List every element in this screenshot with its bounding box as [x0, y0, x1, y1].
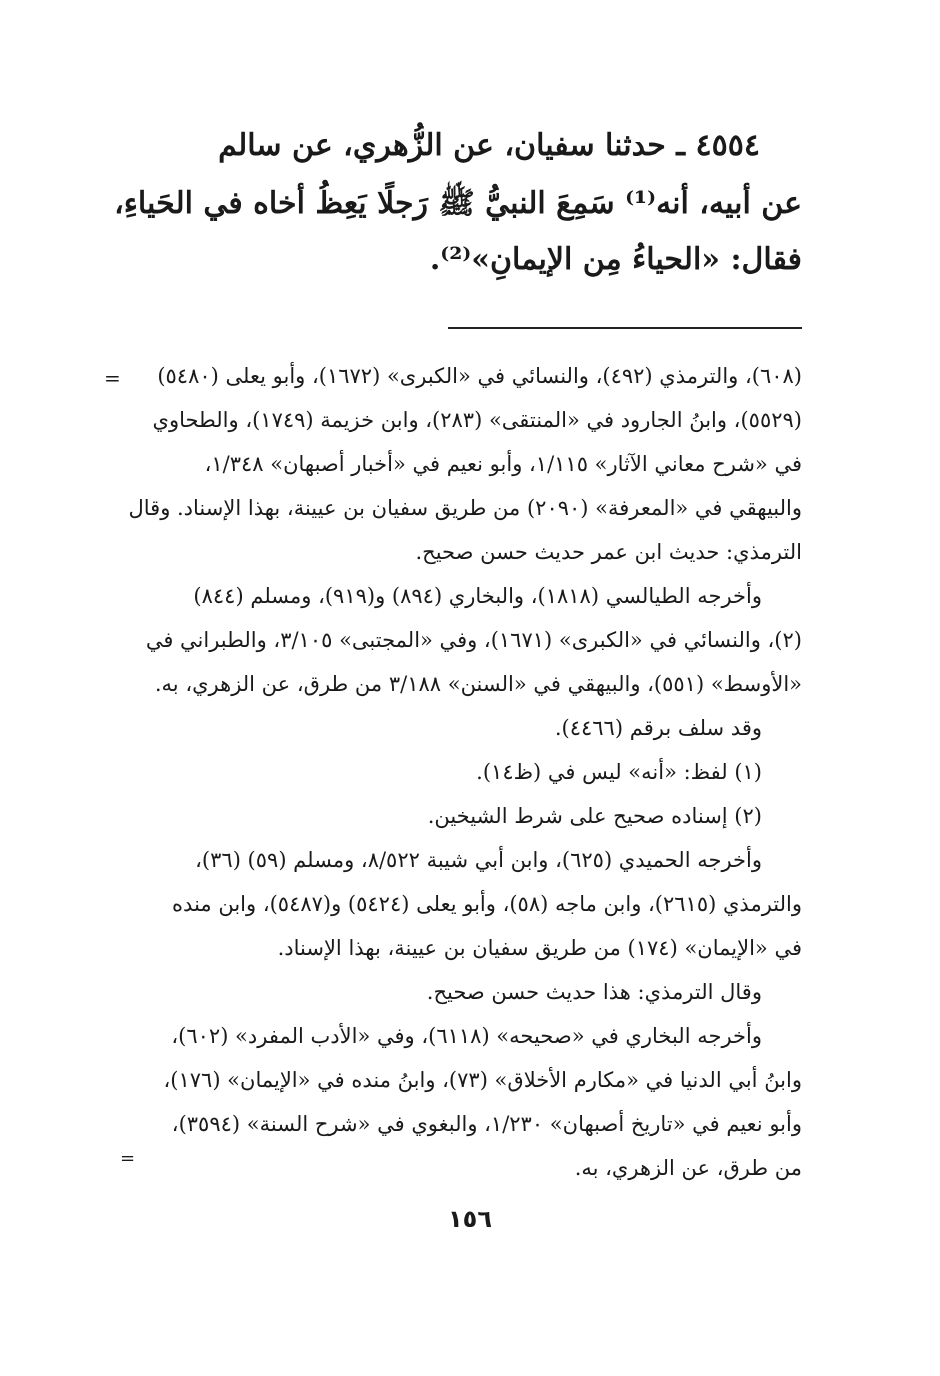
- footnote-line: وقال الترمذي: هذا حديث حسن صحيح.: [426, 980, 762, 1004]
- footnote-line: وأخرجه الحميدي (٦٢٥)، وابن أبي شيبة ٨/٥٢٢، ومسلم (٥٩) (٣٦)،: [195, 848, 762, 872]
- hadith-line-3: فقال: «الحياءُ مِن الإيمانِ»⁽²⁾.: [429, 242, 802, 277]
- footnote-line: (٥٥٢٩)، وابنُ الجارود في «المنتقى» (٢٨٣)، وابن خزيمة (١٧٤٩)، والطحاوي: [152, 408, 802, 432]
- footnote-2: (٢) إسناده صحيح على شرط الشيخين.: [427, 804, 762, 828]
- footnote-line: والبيهقي في «المعرفة» (٢٠٩٠) من طريق سفيان بن عيينة، بهذا الإسناد. وقال: [128, 496, 802, 520]
- footnote-line: وأبو نعيم في «تاريخ أصبهان» ١/٢٣٠، والبغوي في «شرح السنة» (٣٥٩٤)،: [171, 1112, 802, 1136]
- footnote-line: من طرق، عن الزهري، به.: [574, 1156, 802, 1180]
- footnote-line: (٦٠٨)، والترمذي (٤٩٢)، والنسائي في «الكبرى» (١٦٧٢)، وأبو يعلى (٥٤٨٠): [157, 364, 802, 388]
- footnote-line: والترمذي (٢٦١٥)، وابن ماجه (٥٨)، وأبو يعلى (٥٤٢٤) و(٥٤٨٧)، وابن منده: [172, 892, 802, 916]
- footnote-line: في «الإيمان» (١٧٤) من طريق سفيان بن عيينة، بهذا الإسناد.: [277, 936, 802, 960]
- footnote-line: «الأوسط» (٥٥١)، والبيهقي في «السنن» ٣/١٨٨ من طرق، عن الزهري، به.: [154, 672, 802, 696]
- footnote-line: الترمذي: حديث ابن عمر حديث حسن صحيح.: [415, 540, 802, 564]
- footnote-line: وأخرجه البخاري في «صحيحه» (٦١١٨)، وفي «الأدب المفرد» (٦٠٢)،: [171, 1024, 762, 1048]
- hadith-line-1: ٤٥٥٤ ـ حدثنا سفيان، عن الزُّهري، عن سالم: [218, 128, 760, 163]
- continues-mark: =: [120, 1148, 136, 1169]
- footnote-separator: [448, 327, 802, 329]
- page-number: ١٥٦: [448, 1205, 492, 1233]
- footnote-line: وابنُ أبي الدنيا في «مكارم الأخلاق» (٧٣)، وابنُ منده في «الإيمان» (١٧٦)،: [163, 1068, 802, 1092]
- footnote-line: في «شرح معاني الآثار» ١/١١٥، وأبو نعيم في «أخبار أصبهان» ١/٣٤٨،: [204, 452, 802, 476]
- footnote-line: وأخرجه الطيالسي (١٨١٨)، والبخاري (٨٩٤) و(٩١٩)، ومسلم (٨٤٤): [193, 584, 762, 608]
- footnote-line: (٢)، والنسائي في «الكبرى» (١٦٧١)، وفي «المجتبى» ٣/١٠٥، والطبراني في: [145, 628, 802, 652]
- hadith-line-2: عن أبيه، أنه⁽¹⁾ سَمِعَ النبيُّ ﷺ رَجلًا يَعِظُ أخاه في الحَياءِ،: [114, 186, 802, 221]
- footnote-1: (١) لفظ: «أنه» ليس في (ظ١٤).: [476, 760, 762, 784]
- continuation-mark: =: [104, 366, 121, 390]
- footnote-line: وقد سلف برقم (٤٤٦٦).: [554, 716, 762, 740]
